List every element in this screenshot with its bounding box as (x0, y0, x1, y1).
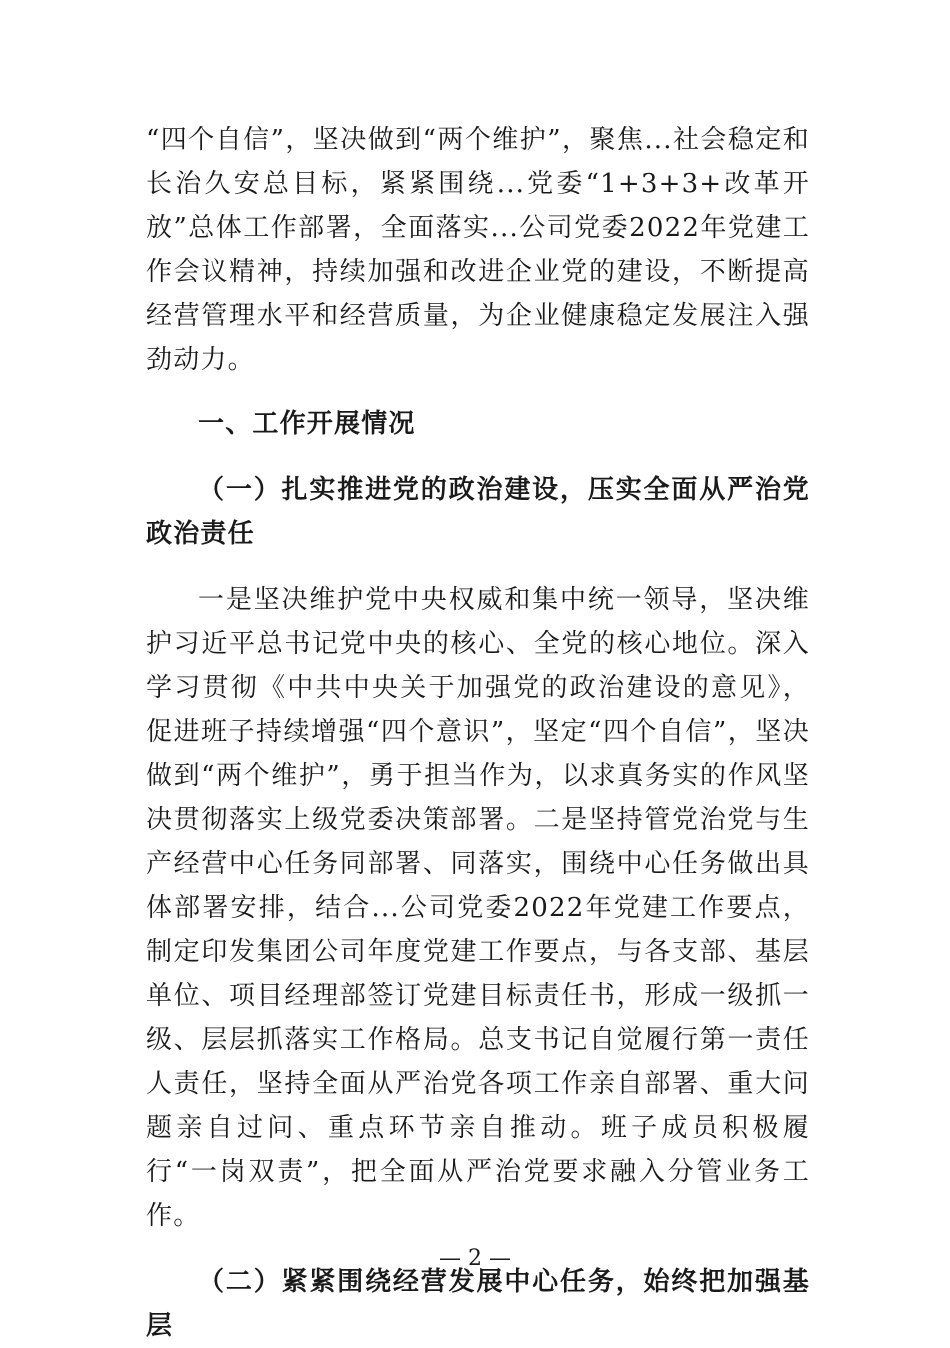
subsection-1-body: 一是坚决维护党中央权威和集中统一领导，坚决维护习近平总书记党中央的核心、全党的核心地位。深入学习贯彻《中共中央关于加强党的政治建设的意见》，促进班子持续增强“四个意识”，坚定“四个自信”，坚决做到“两个维护”，勇于担当作为，以求真务实的作风坚决贯彻落实上级党委决策部署。二是坚持管党治党与生产经营中心任务同部署、同落实，围绕中心任务做出具体部署安排，结合...公司党委2022年党建工作要点，制定印发集团公司年度党建工作要点，与各支部、基层单位、项目经理部签订党建目标责任书，形成一级抓一级、层层抓落实工作格局。总支书记自觉履行第一责任人责任，坚持全面从严治党各项工作亲自部署、重大问题亲自过问、重点环节亲自推动。班子成员积极履行“一岗双责”，把全面从严治党要求融入分管业务工作。 (146, 585, 810, 1231)
page-number: — 2 — (439, 1246, 511, 1271)
section-heading: 一、工作开展情况 (198, 409, 416, 439)
document-body (146, 118, 810, 1341)
subsection-1-heading: （一）扎实推进党的政治建设，压实全面从严治党政治责任 (146, 475, 810, 549)
subsection-2-heading: （二）紧紧围绕经营发展中心任务，始终把加强基层 (146, 1267, 810, 1341)
intro-paragraph: “四个自信”，坚决做到“两个维护”，聚焦...社会稳定和长治久安总目标，紧紧围绕...党委“1+3+3+改革开放”总体工作部署，全面落实...公司党委2022年党建工作会议精神，持续加强和改进企业党的建设，不断提高经营管理水平和经营质量，为企业健康稳定发展注入强劲动力。 (146, 125, 810, 375)
